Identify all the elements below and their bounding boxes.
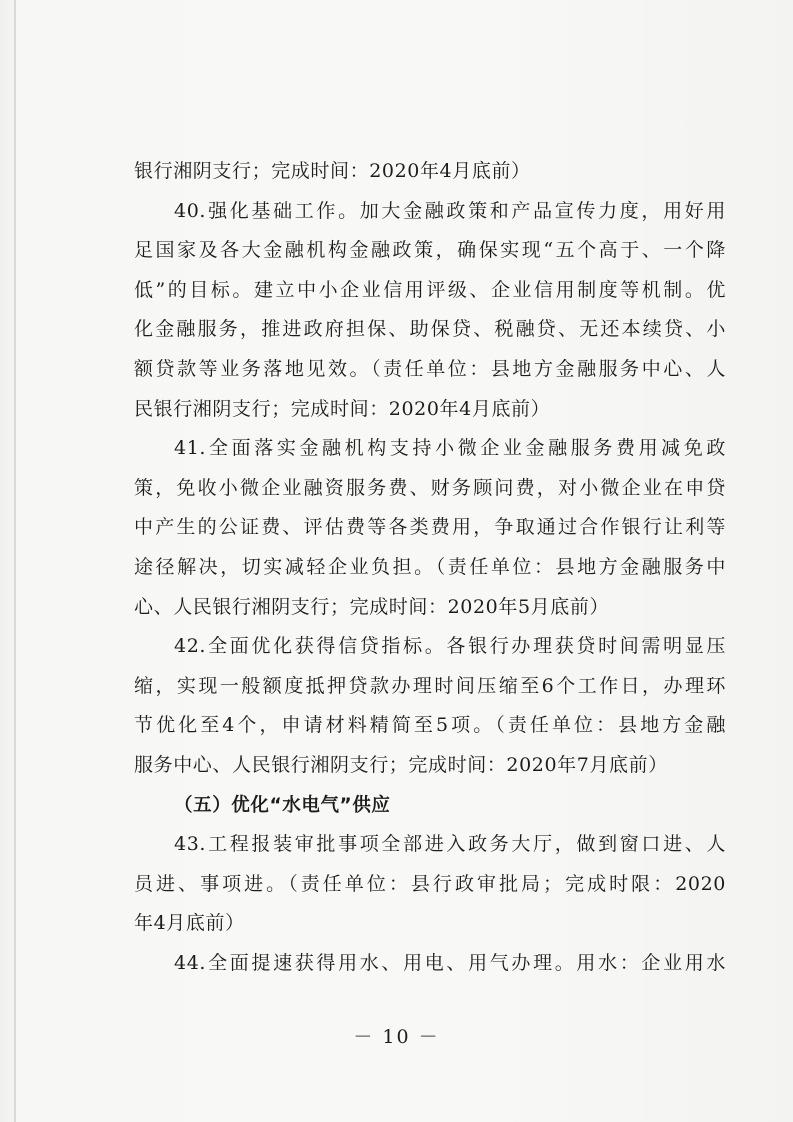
text-line: 银行湘阴支行；完成时间：2020年4月底前） xyxy=(134,160,531,182)
page-number: － 10 － xyxy=(353,1026,440,1048)
text-line: 化金融服务，推进政府担保、助保贷、税融贷、无还本续贷、小 xyxy=(134,318,726,341)
text-line: 策，免收小微企业融资服务费、财务顾问费，对小微企业在申贷 xyxy=(134,476,726,499)
paragraph-44-start: 44.全面提速获得用水、用电、用气办理。用水：企业用水 xyxy=(174,951,726,974)
text-line: 低”的目标。建立中小企业信用评级、企业信用制度等机制。优 xyxy=(134,278,726,301)
text-line: 缩，实现一般额度抵押贷款办理时间压缩至6个工作日，办理环 xyxy=(134,674,726,697)
paragraph-43-start: 43.工程报装审批事项全部进入政务大厅，做到窗口进、人 xyxy=(174,833,726,856)
text-line: 年4月底前） xyxy=(134,912,245,935)
section-heading: （五）优化“水电气”供应 xyxy=(174,794,391,816)
text-line: 额贷款等业务落地见效。（责任单位：县地方金融服务中心、人 xyxy=(134,357,726,380)
paragraph-42-start: 42.全面优化获得信贷指标。各银行办理获贷时间需明显压 xyxy=(174,635,726,658)
text-line: 足国家及各大金融机构金融政策，确保实现“五个高于、一个降 xyxy=(134,239,726,262)
paragraph-40-start: 40.强化基础工作。加大金融政策和产品宣传力度，用好用 xyxy=(174,199,726,222)
text-line: 途径解决，切实减轻企业负担。（责任单位：县地方金融服务中 xyxy=(134,555,726,578)
text-line: 员进、事项进。（责任单位：县行政审批局；完成时限：2020 xyxy=(134,872,726,895)
text-line: 心、人民银行湘阴支行；完成时间：2020年5月底前） xyxy=(134,595,610,618)
text-line: 中产生的公证费、评估费等各类费用，争取通过合作银行让利等 xyxy=(134,516,726,539)
text-line: 服务中心、人民银行湘阴支行；完成时间：2020年7月底前） xyxy=(134,753,668,776)
scan-edge-shadow xyxy=(14,0,16,1122)
document-body xyxy=(134,152,726,983)
paragraph-41-start: 41.全面落实金融机构支持小微企业金融服务费用减免政 xyxy=(174,437,726,460)
text-line: 节优化至4个，申请材料精简至5项。（责任单位：县地方金融 xyxy=(134,714,726,737)
text-line: 民银行湘阴支行；完成时间：2020年4月底前） xyxy=(134,397,551,420)
